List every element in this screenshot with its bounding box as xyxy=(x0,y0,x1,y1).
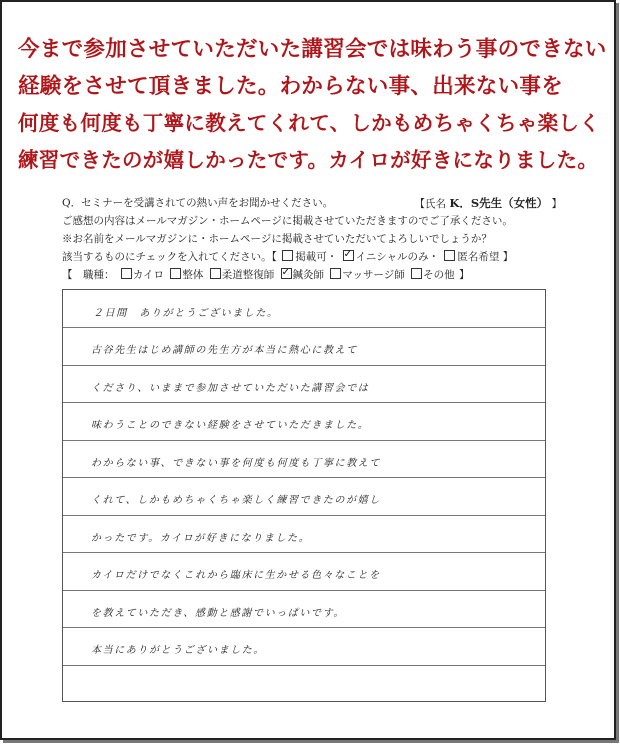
handwritten-line: くれて、しかもめちゃくちゃ楽しく練習できたのが嬉し xyxy=(91,495,381,506)
publish-row xyxy=(62,248,562,266)
handwritten-line: くださり、いままで参加させていただいた講習会では xyxy=(91,383,370,394)
question-row xyxy=(62,194,562,212)
job-option-label: マッサージ師 xyxy=(342,269,405,281)
job-checkbox[interactable] xyxy=(121,268,132,279)
job-checkbox[interactable] xyxy=(281,268,292,279)
consent-text: ご感想の内容はメールマガジン・ホームページに掲載させていただきますのでご了承ください。 xyxy=(62,215,513,227)
handwritten-line: ２日間 ありがとうございました。 xyxy=(93,308,279,319)
job-prefix: 【 職種： xyxy=(62,269,115,281)
handwritten-comment-box xyxy=(62,289,546,702)
ruled-line xyxy=(63,402,545,403)
headline xyxy=(18,32,608,178)
name-label: 【氏名 xyxy=(414,198,446,210)
job-row xyxy=(62,266,562,284)
ruled-line xyxy=(63,665,545,666)
headline-line: 何度も何度も丁寧に教えてくれて、しかもめちゃくちゃ楽しく xyxy=(18,111,600,135)
job-checkbox[interactable] xyxy=(330,268,341,279)
job-option-label: 柔道整復師 xyxy=(221,269,275,281)
job-option-label: その他 xyxy=(423,269,455,281)
ruled-line xyxy=(63,327,545,328)
publish-close: 】 xyxy=(502,251,514,263)
handwritten-line: 本当にありがとうございました。 xyxy=(91,645,265,656)
survey-form xyxy=(62,194,562,284)
job-close: 】 xyxy=(458,269,470,281)
handwritten-line: カイロだけでなくこれから臨床に生かせる色々なことを xyxy=(91,570,381,581)
publish-checkbox[interactable] xyxy=(282,250,293,261)
job-checkbox[interactable] xyxy=(210,268,221,279)
ruled-line xyxy=(63,590,545,591)
name-request-text: ※お名前をメールマガジンに・ホームページに掲載させていただいてよろしいでしょうか？ xyxy=(62,233,492,245)
ruled-line xyxy=(63,440,545,441)
ruled-line xyxy=(63,365,545,366)
handwritten-line: 味わうことのできない経験をさせていただきました。 xyxy=(91,420,370,431)
headline-line: 経験をさせて頂きました。わからない事、出来ない事を xyxy=(18,73,564,99)
publish-option-label: イニシャルのみ・ xyxy=(355,251,439,263)
question-text: Q．セミナーを受講されての熱い声をお聞かせください。 xyxy=(62,197,334,209)
ruled-line xyxy=(63,552,545,553)
ruled-line xyxy=(63,515,545,516)
name-close: 】 xyxy=(551,198,562,210)
handwritten-line: わからない事、できない事を何度も何度も丁寧に教えて xyxy=(91,458,381,469)
name-value: K．S先生（女性） xyxy=(449,196,549,210)
publish-option-label: 掲載可・ xyxy=(295,251,338,263)
publish-option-label: 匿名希望 xyxy=(457,251,500,263)
ruled-line xyxy=(63,627,545,628)
check-prompt: 該当するものにチェックを入れてください。【 xyxy=(62,251,277,263)
job-option-label: 整体 xyxy=(182,269,204,281)
job-option-label: 鍼灸師 xyxy=(292,269,325,281)
ruled-line xyxy=(63,477,545,478)
handwritten-line: 古谷先生はじめ講師の先生方が本当に熱心に教えて xyxy=(91,345,358,356)
headline-line: 練習できたのが嬉しかったです。カイロが好きになりました。 xyxy=(18,147,599,172)
job-checkbox[interactable] xyxy=(411,268,422,279)
headline-line: 今まで参加させていただいた講習会では味わう事のできない xyxy=(18,37,607,62)
handwritten-line: かったです。カイロが好きになりました。 xyxy=(91,533,311,544)
job-option-label: カイロ xyxy=(132,269,165,281)
publish-checkbox[interactable] xyxy=(343,250,354,261)
name-field xyxy=(415,194,563,213)
handwritten-line: を教えていただき、感動と感謝でいっぱいです。 xyxy=(91,608,345,619)
publish-checkbox[interactable] xyxy=(444,250,455,261)
job-checkbox[interactable] xyxy=(170,268,181,279)
